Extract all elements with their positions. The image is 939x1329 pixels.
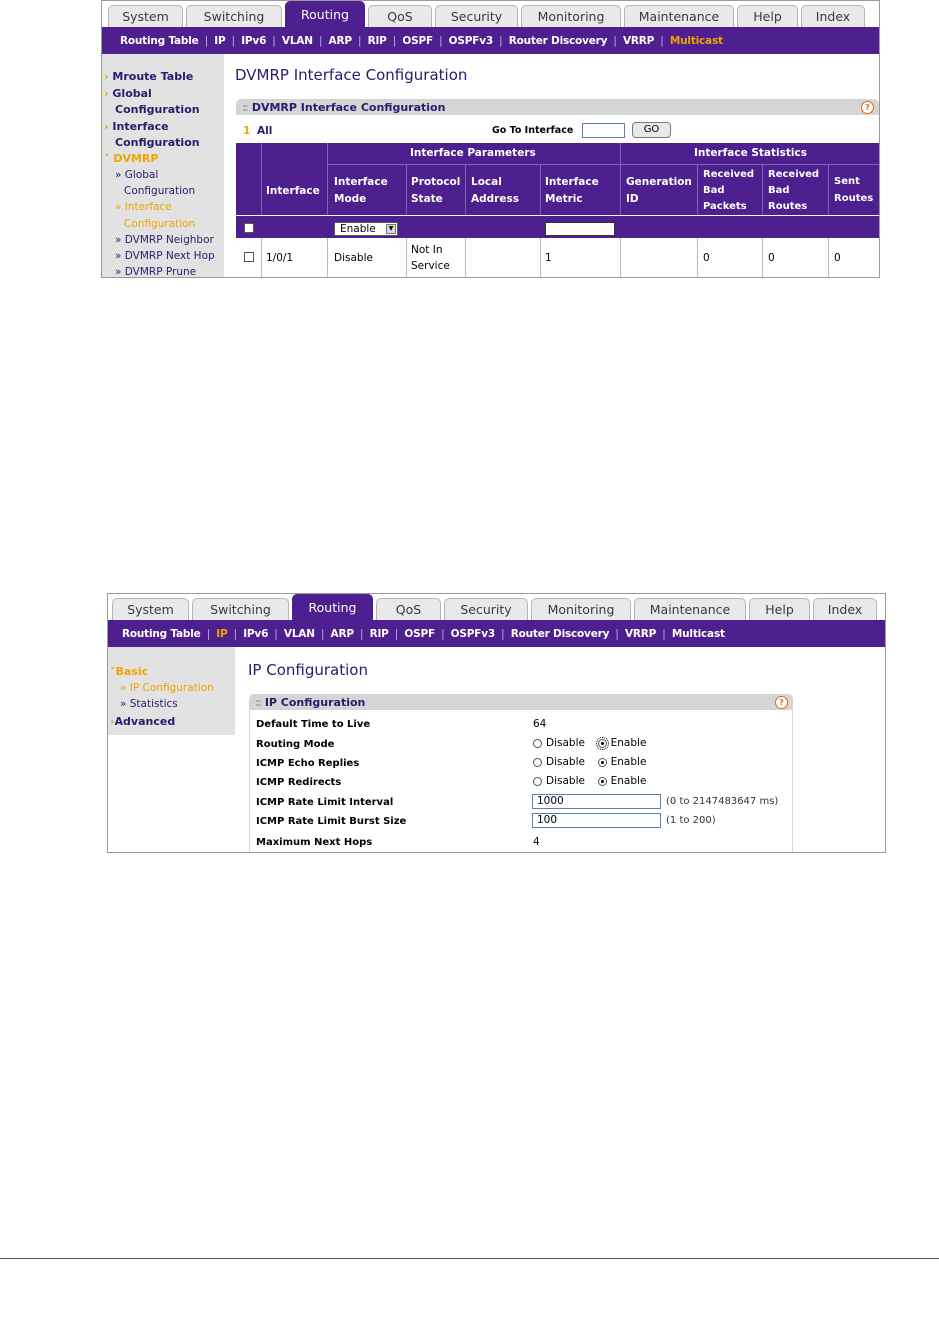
burst-size-hint: (1 to 200) [666, 815, 716, 826]
subnav-multicast[interactable]: Multicast [671, 627, 725, 640]
col-received-bad-packets-2: Bad [703, 185, 725, 196]
sidebar-label-cont[interactable]: Configuration [115, 136, 200, 149]
sidebar-label: Basic [115, 665, 149, 678]
tab-qos[interactable]: QoS [368, 5, 432, 27]
page-title: IP Configuration [248, 661, 368, 679]
chevron-right-icon: › [104, 120, 109, 133]
dvmrp-screenshot [101, 0, 880, 278]
chevron-right-icon: › [110, 715, 115, 728]
help-icon[interactable]: ? [775, 696, 788, 709]
col-divider [762, 164, 763, 215]
sidebar-item-mroute-table[interactable] [104, 70, 193, 83]
col-interface-metric-2: Metric [545, 193, 583, 205]
sidebar-sub-statistics[interactable]: » Statistics [120, 698, 178, 710]
sidebar-sub-neighbor[interactable]: » DVMRP Neighbor [115, 234, 214, 246]
tab-system[interactable]: System [112, 598, 189, 620]
row-divider [828, 238, 829, 278]
interface-metric-input[interactable] [545, 222, 615, 236]
go-button[interactable]: GO [632, 122, 671, 138]
subnav-multicast[interactable]: Multicast [669, 34, 723, 47]
row-divider [261, 238, 262, 278]
col-divider [828, 164, 829, 215]
header-divider [328, 164, 879, 165]
section-header [249, 694, 793, 710]
col-protocol-state-2: State [411, 193, 443, 205]
icmp-echo-disable-radio[interactable] [533, 758, 542, 767]
ttl-label: Default Time to Live [256, 719, 371, 730]
subnav-router-discovery[interactable]: Router Discovery [510, 627, 610, 640]
sidebar-label: DVMRP [113, 152, 159, 165]
sidebar-item-basic[interactable] [110, 665, 148, 678]
page-divider [0, 1258, 939, 1259]
burst-size-label: ICMP Rate Limit Burst Size [256, 816, 407, 827]
sidebar [102, 54, 224, 277]
sidebar-sub-ip-configuration[interactable]: » IP Configuration [120, 682, 214, 694]
col-sent-routes-2: Routes [834, 193, 874, 204]
tab-index[interactable]: Index [813, 598, 877, 620]
tab-help[interactable]: Help [737, 5, 798, 27]
subnav-vrrp[interactable]: VRRP [622, 34, 655, 47]
col-received-bad-packets: Received [703, 169, 755, 180]
tab-security[interactable]: Security [444, 598, 528, 620]
sidebar-sub-next-hop[interactable]: » DVMRP Next Hop [115, 250, 215, 262]
tab-help[interactable]: Help [749, 598, 810, 620]
col-divider [406, 164, 407, 215]
col-divider [697, 164, 698, 215]
subnav-vlan[interactable]: VLAN [283, 627, 315, 640]
row-divider [406, 238, 407, 278]
section-title: DVMRP Interface Configuration [251, 100, 446, 114]
cell-metric: 1 [545, 252, 552, 264]
subnav-ospfv3[interactable]: OSPFv3 [448, 34, 493, 47]
col-divider [465, 164, 466, 215]
cell-received-bad-packets: 0 [703, 252, 710, 264]
chevron-right-icon: › [104, 70, 109, 83]
routing-mode-label: Routing Mode [256, 739, 335, 750]
subnav-ospf[interactable]: OSPF [404, 627, 435, 640]
sidebar-label-cont[interactable]: Configuration [115, 103, 200, 116]
cell-protocol-state-2: Service [411, 260, 450, 272]
col-interface-mode: Interface [334, 176, 388, 188]
goto-interface-input[interactable] [582, 123, 625, 138]
subnav-ospf[interactable]: OSPF [402, 34, 433, 47]
burst-size-input[interactable]: 100 [532, 813, 661, 828]
col-divider [620, 143, 621, 215]
sidebar-label: Advanced [114, 715, 176, 728]
select-value: Enable [340, 223, 376, 235]
sidebar-sub-global-cont[interactable]: Configuration [124, 185, 196, 197]
col-local-address: Local [471, 176, 502, 188]
sidebar-label: Interface [112, 120, 169, 133]
cell-received-bad-routes: 0 [768, 252, 775, 264]
section-header [236, 99, 879, 115]
radio-label: Enable [610, 775, 647, 787]
col-interface-metric: Interface [545, 176, 599, 188]
routing-mode-radios [533, 737, 646, 749]
icmp-echo-enable-radio[interactable] [598, 758, 607, 767]
tab-maintenance[interactable]: Maintenance [624, 5, 734, 27]
col-generation-id-2: ID [626, 193, 639, 205]
ttl-value: 64 [533, 718, 547, 730]
chevron-down-icon: ˅ [110, 665, 116, 678]
sidebar-item-dvmrp[interactable] [104, 152, 158, 165]
sidebar-label: Mroute Table [112, 70, 194, 83]
col-sent-routes: Sent [834, 176, 860, 187]
radio-label: Enable [610, 756, 647, 768]
sidebar-sub-global[interactable]: » Global [115, 169, 159, 181]
sidebar-label: Global [112, 87, 152, 100]
help-icon[interactable]: ? [861, 101, 874, 114]
subnav-arp[interactable]: ARP [328, 34, 352, 47]
col-divider [261, 143, 262, 215]
ip-config-screenshot [107, 593, 886, 853]
all-link[interactable]: All [257, 125, 273, 137]
cell-protocol-state: Not In [411, 244, 443, 256]
tab-system[interactable]: System [108, 5, 183, 27]
col-interface-mode-2: Mode [334, 193, 367, 205]
sidebar-item-global[interactable] [104, 87, 152, 100]
subnav-vlan[interactable]: VLAN [281, 34, 313, 47]
subnav-routing-table[interactable]: Routing Table [120, 34, 199, 47]
icmp-redirects-enable-radio[interactable] [598, 777, 607, 786]
select-all-checkbox[interactable] [244, 223, 254, 233]
tab-routing[interactable]: Routing [285, 1, 365, 27]
tab-switching[interactable]: Switching [192, 598, 289, 620]
col-divider [327, 143, 328, 215]
chevron-right-icon: › [104, 87, 109, 100]
sidebar-sub-interface-cont[interactable]: Configuration [124, 218, 196, 230]
main-tabs [102, 1, 879, 27]
subnav-ospfv3[interactable]: OSPFv3 [450, 627, 495, 640]
subnav-arp[interactable]: ARP [330, 627, 354, 640]
tab-routing[interactable]: Routing [292, 594, 373, 620]
cell-sent-routes: 0 [834, 252, 841, 264]
row-divider [327, 238, 328, 278]
section-border [792, 710, 793, 852]
grip-icon: :: [255, 695, 260, 709]
cell-interface: 1/0/1 [266, 252, 294, 264]
row-divider [465, 238, 466, 278]
section-border [249, 710, 250, 852]
radio-label: Disable [546, 775, 585, 787]
sub-nav: Routing Table | IP | IPv6 | VLAN | ARP | RIP | OSPF | OSPFv3 | Router Discovery | VRRP | Multicast [102, 27, 879, 54]
interface-mode-select[interactable] [334, 222, 398, 236]
col-received-bad-routes-2: Bad [768, 185, 790, 196]
icmp-redirects-label: ICMP Redirects [256, 777, 342, 788]
rate-limit-interval-input[interactable]: 1000 [532, 794, 661, 809]
sidebar-sub-prune[interactable]: » DVMRP Prune [115, 266, 197, 278]
col-generation-id: Generation [626, 176, 692, 188]
col-divider [540, 164, 541, 215]
col-protocol-state: Protocol [411, 176, 461, 188]
col-interface: Interface [266, 185, 320, 197]
max-next-hops-label: Maximum Next Hops [256, 837, 373, 848]
page-title: DVMRP Interface Configuration [235, 66, 468, 84]
subnav-ip[interactable]: IP [216, 627, 228, 640]
icmp-echo-radios [533, 756, 646, 768]
cell-mode: Disable [334, 252, 373, 264]
subnav-routing-table[interactable]: Routing Table [122, 627, 201, 640]
tab-switching[interactable]: Switching [186, 5, 282, 27]
sidebar [108, 647, 235, 735]
radio-label: Disable [546, 756, 585, 768]
tab-monitoring[interactable]: Monitoring [521, 5, 621, 27]
group-interface-parameters: Interface Parameters [410, 147, 536, 159]
tab-qos[interactable]: QoS [376, 598, 441, 620]
icmp-redirects-radios [533, 775, 646, 787]
chevron-down-icon: ˅ [104, 152, 110, 165]
rate-limit-interval-label: ICMP Rate Limit Interval [256, 797, 394, 808]
subnav-ipv6[interactable]: IPv6 [241, 34, 267, 47]
rate-limit-interval-hint: (0 to 2147483647 ms) [666, 796, 779, 807]
subnav-rip[interactable]: RIP [369, 627, 389, 640]
icmp-echo-label: ICMP Echo Replies [256, 758, 360, 769]
icmp-redirects-disable-radio[interactable] [533, 777, 542, 786]
radio-label: Disable [546, 737, 585, 749]
tab-maintenance[interactable]: Maintenance [634, 598, 746, 620]
group-interface-statistics: Interface Statistics [694, 147, 807, 159]
row-divider [762, 238, 763, 278]
col-received-bad-packets-3: Packets [703, 201, 747, 212]
tab-monitoring[interactable]: Monitoring [531, 598, 631, 620]
col-received-bad-routes: Received [768, 169, 820, 180]
col-local-address-2: Address [471, 193, 519, 205]
col-received-bad-routes-3: Routes [768, 201, 808, 212]
subnav-rip[interactable]: RIP [367, 34, 387, 47]
sidebar-item-advanced[interactable] [110, 715, 175, 728]
sidebar-sub-interface[interactable]: » Interface [115, 201, 172, 213]
subnav-ipv6[interactable]: IPv6 [243, 627, 269, 640]
row-checkbox[interactable] [244, 252, 254, 262]
row-divider [540, 238, 541, 278]
subnav-vrrp[interactable]: VRRP [624, 627, 657, 640]
section-title: IP Configuration [264, 695, 366, 709]
max-next-hops-value: 4 [533, 836, 540, 848]
goto-interface-label: Go To Interface [492, 125, 574, 136]
sidebar-item-interface[interactable] [104, 120, 169, 133]
grip-icon: :: [242, 100, 247, 114]
row-divider [697, 238, 698, 278]
routing-mode-disable-radio[interactable] [533, 739, 542, 748]
row-divider [620, 238, 621, 278]
main-tabs [108, 594, 885, 620]
radio-label: Enable [610, 737, 647, 749]
sub-nav: Routing Table | IP | IPv6 | VLAN | ARP | RIP | OSPF | OSPFv3 | Router Discovery | VRRP | Multicast [108, 620, 885, 647]
tab-security[interactable]: Security [435, 5, 518, 27]
page-number[interactable]: 1 [243, 125, 251, 137]
subnav-ip[interactable]: IP [214, 34, 226, 47]
tab-index[interactable]: Index [801, 5, 865, 27]
chevron-down-icon: ▼ [386, 224, 396, 234]
routing-mode-enable-radio[interactable] [598, 739, 607, 748]
subnav-router-discovery[interactable]: Router Discovery [508, 34, 608, 47]
